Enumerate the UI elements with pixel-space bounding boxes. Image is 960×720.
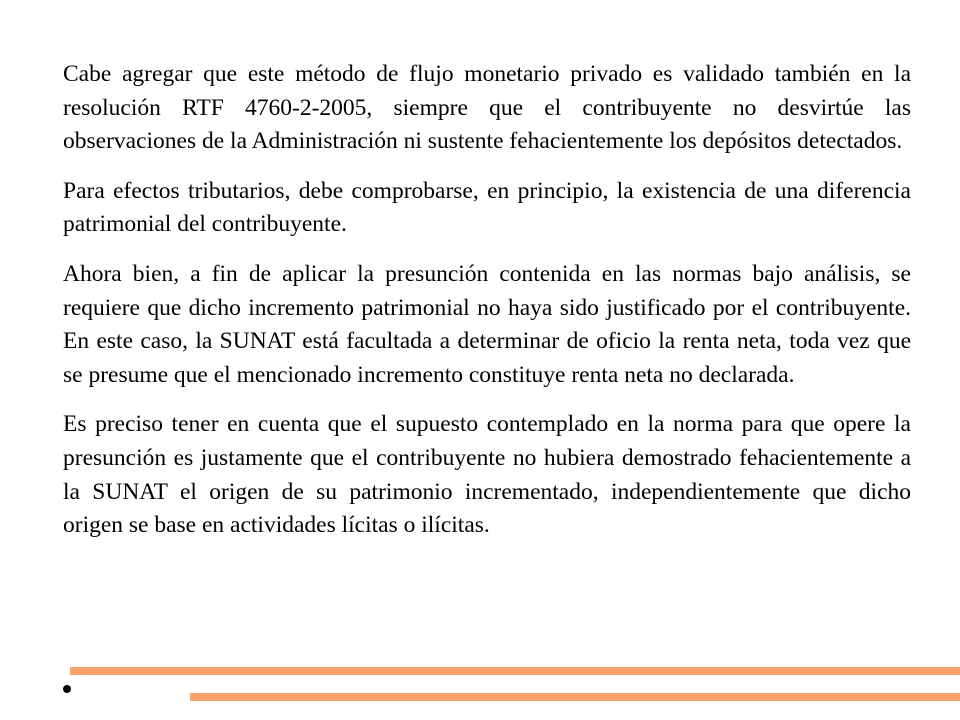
- decorative-bar-bottom: [190, 693, 960, 701]
- paragraph-supuesto-norma: Es preciso tener en cuenta que el supuesto contemplado en la norma para que opere la presunción es justamente que el contribuyente no hubiera demostrado fehacientemente a la SUNAT el origen de su patrimonio incrementado, independientemente que dicho origen se base en actividades lícitas o ilícitas.: [63, 411, 911, 539]
- paragraph-presuncion: Ahora bien, a fin de aplicar la presunción contenida en las normas bajo análisis, se requiere que dicho incremento patrimonial no haya sido justificado por el contribuyente. En este caso, la SUNAT está facultada a determinar de oficio la renta neta, toda vez que se presume que el mencionado incremento constituye renta neta no declarada.: [63, 260, 911, 388]
- decorative-bar-top: [70, 667, 960, 675]
- paragraph-flujo-monetario: Cabe agregar que este método de flujo monetario privado es validado también en la resolución RTF 4760-2-2005, siempre que el contribuyente no desvirtúe las observaciones de la Administración ni sustente fehacientemente los depósitos detectados.: [63, 61, 911, 155]
- paragraph-diferencia-patrimonial: Para efectos tributarios, debe comprobarse, en principio, la existencia de una diferencia patrimonial del contribuyente.: [63, 177, 911, 238]
- slide-body: [63, 58, 911, 559]
- bullet-icon: [63, 685, 71, 693]
